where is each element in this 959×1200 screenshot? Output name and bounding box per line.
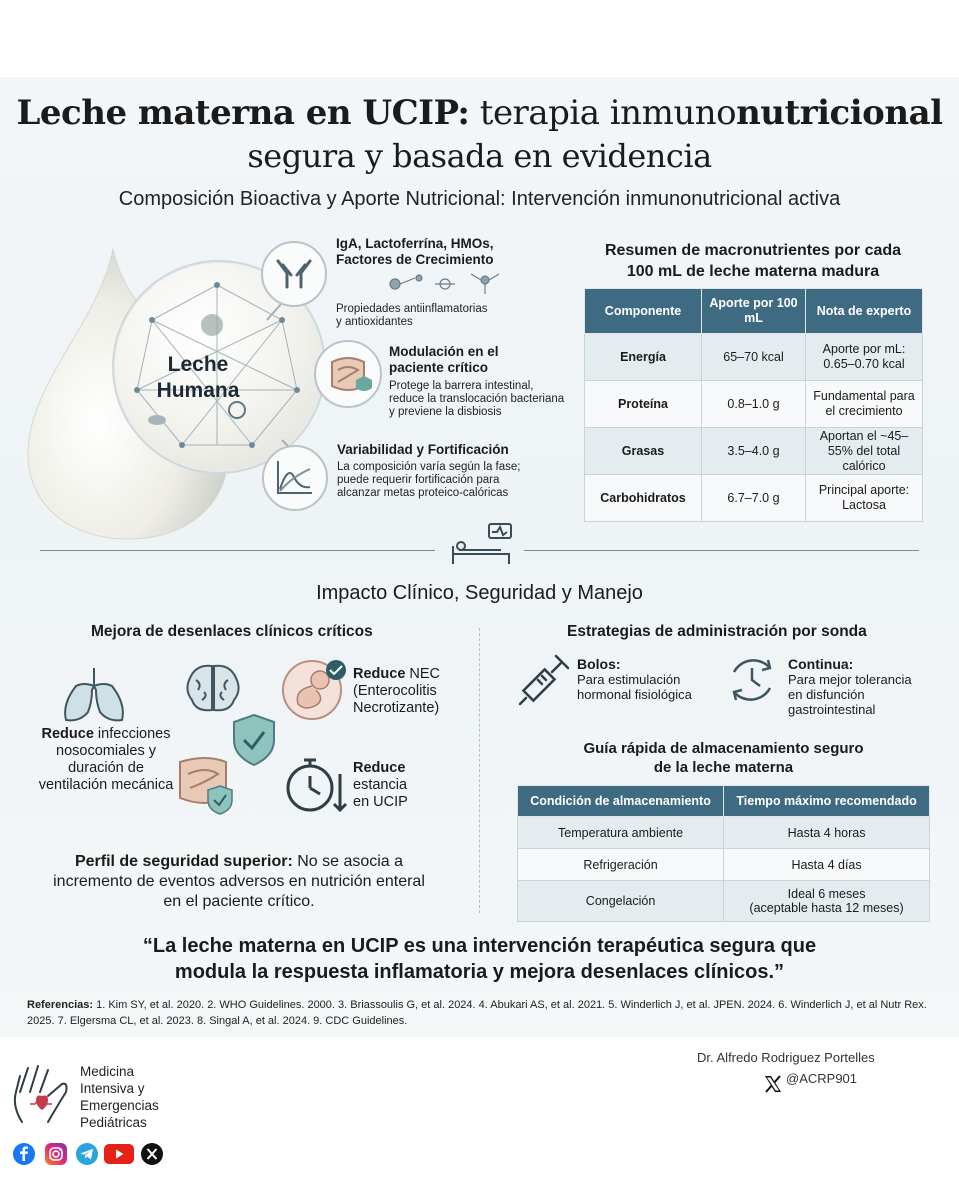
page-title-line1: Leche materna en UCIP: terapia inmunonutricional	[16, 93, 943, 133]
section-2-title: Impacto Clínico, Seguridad y Manejo	[316, 582, 643, 604]
telegram-icon[interactable]	[76, 1143, 98, 1165]
curve-chart-icon	[264, 447, 326, 509]
intestine-icon-circle	[314, 340, 382, 408]
antibody-icon	[263, 243, 325, 305]
stopwatch-icon	[280, 752, 350, 818]
storage-header-time: Tiempo máximo recomendado	[724, 786, 930, 817]
facebook-icon[interactable]	[13, 1143, 35, 1165]
safety-profile: Perfil de seguridad superior: No se asocia a incremento de eventos adversos en nutrición enteral en el paciente crítico.	[53, 853, 425, 910]
x-icon[interactable]	[141, 1143, 163, 1165]
section-vertical-divider	[479, 628, 480, 913]
macro-table	[584, 288, 923, 522]
storage-header-condition: Condición de almacenamiento	[518, 786, 724, 817]
feature-2-text: Protege la barrera intestinal, reduce la translocación bacteriana y previene la disbiosis	[389, 380, 565, 418]
divider-right	[524, 550, 919, 551]
fetus-icon	[272, 658, 352, 722]
references: Referencias: 1. Kim SY, et al. 2020. 2. WHO Guidelines. 2000. 3. Briassoulis G, et al. 2024. 4. Abukari AS, et al. 2021. 5. Winderlich J, et al. JPEN. 2024. 6. Winderlich J, et al Nutr Rex. 2025. 7. Elgersma CL, et al. 2023. 8. Singal A, et al. 2024. 9. CDC Guidelines.	[27, 999, 927, 1027]
key-quote: “La leche materna en UCIP es una intervención terapéutica segura que modula la respuesta inflamatoria y mejora desenlaces clínicos.”	[142, 935, 817, 983]
outcomes-heading: Mejora de desenlaces clínicos críticos	[91, 623, 373, 640]
syringe-icon	[516, 650, 574, 708]
x-logo-icon	[762, 1073, 784, 1095]
divider-left	[40, 550, 435, 551]
outcome-stay: Reduce estancia en UCIP	[353, 760, 408, 810]
feature-1-text: Propiedades antiinflamatorias y antioxidantes	[336, 303, 488, 328]
table-row: Grasas 3.5–4.0 g Aportan el ~45–55% del total calórico	[585, 428, 923, 475]
macro-header-note: Nota de experto	[806, 289, 923, 334]
hospital-bed-icon	[445, 520, 517, 570]
bolus-block: Bolos: Para estimulación hormonal fisiológica	[577, 656, 692, 702]
table-row: Energía 65–70 kcal Aporte por mL: 0.65–0.70 kcal	[585, 334, 923, 381]
outcome-nec: Reduce NEC (Enterocolitis Necrotizante)	[353, 666, 441, 716]
table-row: Congelación Ideal 6 meses (aceptable hasta 12 meses)	[518, 881, 930, 922]
table-row: Proteína 0.8–1.0 g Fundamental para el crecimiento	[585, 381, 923, 428]
page-title-line2: segura y basada en evidencia	[247, 137, 712, 175]
youtube-icon[interactable]	[104, 1144, 134, 1164]
feature-1-title: IgA, Lactoferrína, HMOs, Factores de Crecimiento	[336, 236, 494, 267]
table-row: Refrigeración Hasta 4 días	[518, 849, 930, 881]
macro-table-title: Resumen de macronutrientes por cada 100 mL de leche materna madura	[604, 242, 902, 280]
instagram-icon[interactable]	[45, 1143, 67, 1165]
feature-3-title: Variabilidad y Fortificación	[337, 442, 509, 457]
hand-heart-logo	[8, 1062, 78, 1126]
table-row: Carbohidratos 6.7–7.0 g Principal aporte: Lactosa	[585, 475, 923, 522]
author-handle[interactable]: @ACRP901	[786, 1071, 858, 1086]
intestine-shield-icon	[170, 752, 242, 816]
antibody-icon-circle	[261, 241, 327, 307]
feature-2-title: Modulación en el paciente crítico	[389, 344, 499, 375]
macro-header-component: Componente	[585, 289, 702, 334]
lungs-icon	[58, 664, 130, 726]
brand-name: Medicina Intensiva y Emergencias Pediátricas	[80, 1064, 159, 1130]
human-milk-label: Leche Humana	[156, 353, 240, 402]
admin-heading: Estrategias de administración por sonda	[567, 623, 867, 640]
intestine-icon	[316, 342, 380, 406]
section-subtitle: Composición Bioactiva y Aporte Nutricional: Intervención inmunonutricional activa	[118, 188, 841, 210]
table-row: Temperatura ambiente Hasta 4 horas	[518, 817, 930, 849]
molecule-icon	[385, 270, 505, 298]
continuous-clock-icon	[724, 652, 780, 708]
macro-header-amount: Aporte por 100 mL	[702, 289, 806, 334]
continuous-block: Continua: Para mejor tolerancia en disfunción gastrointestinal	[788, 656, 912, 717]
author-name: Dr. Alfredo Rodriguez Portelles	[697, 1050, 875, 1065]
outcome-infections: Reduce infecciones nosocomiales y duración de ventilación mecánica	[38, 726, 174, 793]
feature-3-text: La composición varía según la fase; puede requerir fortificación para alcanzar metas proteico-calóricas	[337, 461, 521, 499]
brain-icon	[182, 660, 244, 716]
storage-table	[517, 785, 930, 922]
storage-title: Guía rápida de almacenamiento seguro de la leche materna	[583, 740, 864, 776]
curve-chart-icon-circle	[262, 445, 328, 511]
